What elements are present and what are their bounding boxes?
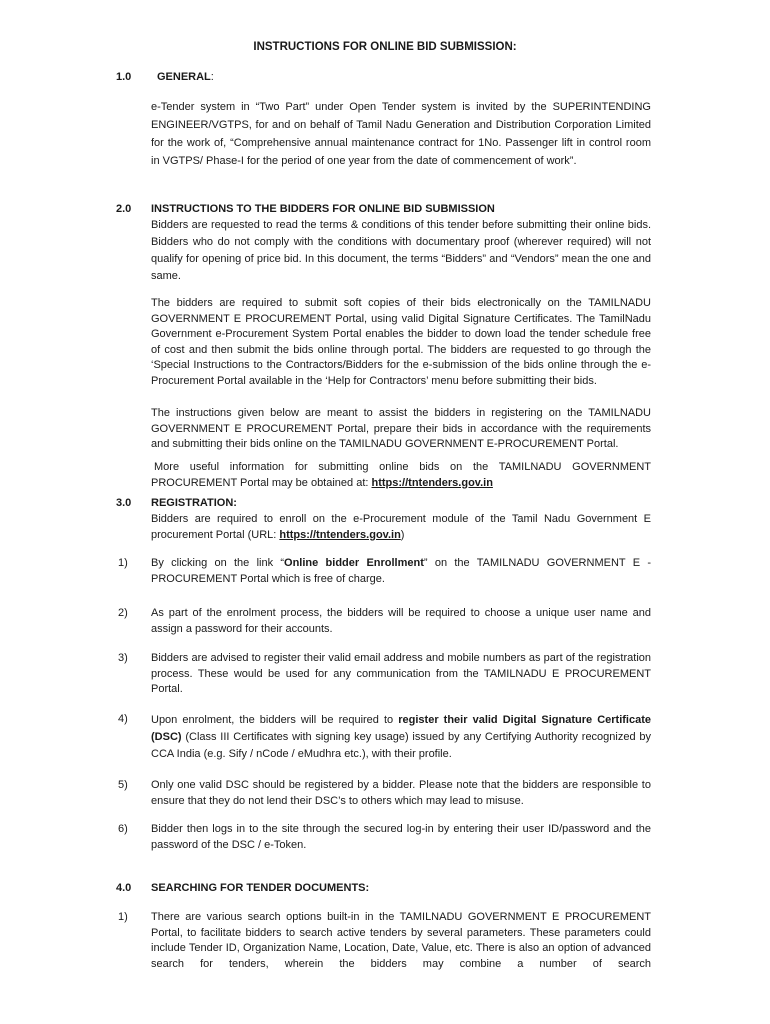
search-item-1-number: 1): [118, 911, 128, 923]
section-3-intro-close: ): [400, 529, 405, 541]
section-2-paragraph-2: The bidders are required to submit soft copies of their bids electronically on the TAMILNADU GOVERNMENT E PROCUREMENT Portal, using valid Digital Signature Certificates. The TamilNadu Government e-Procurement System Portal enables the bidder to down load the tender schedule free of cost and then submit the bids online through portal. The bidders are requested to go through the ‘Special Instructions to the Contractors/Bidders for the e-submission of the bids online through the e-Procurement Portal available in the ‘Help for Contractors’ menu before submitting their bids.: [151, 297, 651, 387]
reg-item-4-post: (Class III Certificates with signing key usage) issued by any Certifying Authority recognized by CCA India (e.g. Sify / nCode / eMudhra etc.), with their profile.: [151, 731, 651, 760]
reg-item-3-number: 3): [118, 652, 128, 664]
reg-item-3: Bidders are advised to register their valid email address and mobile numbers as part of the registration process. These would be used for any communication from the TAMILNADU E PROCUREMENT Portal.: [151, 652, 651, 695]
reg-item-1: [151, 556, 651, 587]
reg-item-1-pre: By clicking on the link “: [151, 557, 285, 569]
section-2-number: 2.0: [116, 203, 132, 215]
tntenders-link[interactable]: https://tntenders.gov.in: [371, 476, 493, 489]
document-title: INSTRUCTIONS FOR ONLINE BID SUBMISSION:: [253, 41, 517, 53]
section-2-paragraph-4-text: More useful information for submitting online bids on the TAMILNADU GOVERNMENT PROCUREMENT Portal may be obtained at:: [151, 461, 651, 489]
section-1-heading: [157, 70, 214, 85]
reg-item-2: As part of the enrolment process, the bidders will be required to choose a unique user name and assign a password for their accounts.: [151, 607, 651, 635]
section-3-heading: REGISTRATION:: [151, 497, 237, 509]
reg-item-6: Bidder then logs in to the site through the secured log-in by entering their user ID/password and the password of the DSC / e-Token.: [151, 823, 651, 851]
section-2-paragraph-4: [151, 460, 651, 491]
section-1-heading-colon: :: [210, 71, 214, 83]
section-2-heading: INSTRUCTIONS TO THE BIDDERS FOR ONLINE BID SUBMISSION: [151, 203, 495, 215]
reg-item-4-pre: Upon enrolment, the bidders will be required to: [151, 714, 399, 726]
section-1-heading-text: GENERAL: [157, 71, 211, 83]
registration-link[interactable]: https://tntenders.gov.in: [279, 529, 401, 541]
reg-item-5-number: 5): [118, 779, 128, 791]
reg-item-5: Only one valid DSC should be registered by a bidder. Please note that the bidders are responsible to ensure that they do not lend their DSC’s to others which may lead to misuse.: [151, 779, 651, 807]
section-3-intro: [151, 511, 651, 543]
section-2-paragraph-1: Bidders are requested to read the terms & conditions of this tender before submitting their online bids. Bidders who do not comply with the conditions with documentary proof (wherever required) will not qualify for opening of price bid. In this document, the terms “Bidders” and “Vendors” mean the one and same.: [151, 219, 651, 282]
section-1-number: 1.0: [116, 71, 132, 83]
reg-item-1-post: ” on the TAMILNADU GOVERNMENT E - PROCUREMENT Portal which is free of charge.: [151, 557, 651, 585]
section-3-intro-text: Bidders are required to enroll on the e-Procurement module of the Tamil Nadu Government E procurement Portal (URL:: [151, 513, 651, 541]
reg-item-1-number: 1): [118, 557, 128, 569]
reg-item-4-number: 4): [118, 713, 128, 725]
section-2-paragraph-3: The instructions given below are meant to assist the bidders in registering on the TAMILNADU GOVERNMENT E PROCUREMENT Portal, prepare their bids in accordance with the requirements and submitting their bids online on the TAMILNADU GOVERNMENT E-PROCUREMENT Portal.: [151, 407, 651, 450]
reg-item-4-bold: register their valid Digital Signature Certificate (DSC): [151, 714, 651, 743]
section-4-number: 4.0: [116, 882, 132, 894]
section-3-number: 3.0: [116, 497, 132, 509]
section-1-paragraph: e-Tender system in “Two Part” under Open Tender system is invited by the SUPERINTENDING ENGINEER/VGTPS, for and on behalf of Tamil Nadu Generation and Distribution Corporation Limited for the work of, “Comprehensive annual maintenance contract for 1No. Passenger lift in control room in VGTPS/ Phase-I for the period of one year from the date of commencement of work”.: [151, 101, 651, 167]
reg-item-4: [151, 712, 651, 763]
search-item-1: There are various search options built-in in the TAMILNADU GOVERNMENT E PROCUREMENT Portal, to facilitate bidders to search active tenders by several parameters. These parameters could include Tender ID, Organization Name, Location, Date, Value, etc. There is also an option of advanced search for tenders, wherein the bidders may combine a number of search: [151, 911, 651, 970]
online-bidder-enrollment-link[interactable]: Online bidder Enrollment: [284, 557, 424, 569]
section-4-heading: SEARCHING FOR TENDER DOCUMENTS:: [151, 882, 370, 894]
reg-item-2-number: 2): [118, 607, 128, 619]
reg-item-6-number: 6): [118, 823, 128, 835]
